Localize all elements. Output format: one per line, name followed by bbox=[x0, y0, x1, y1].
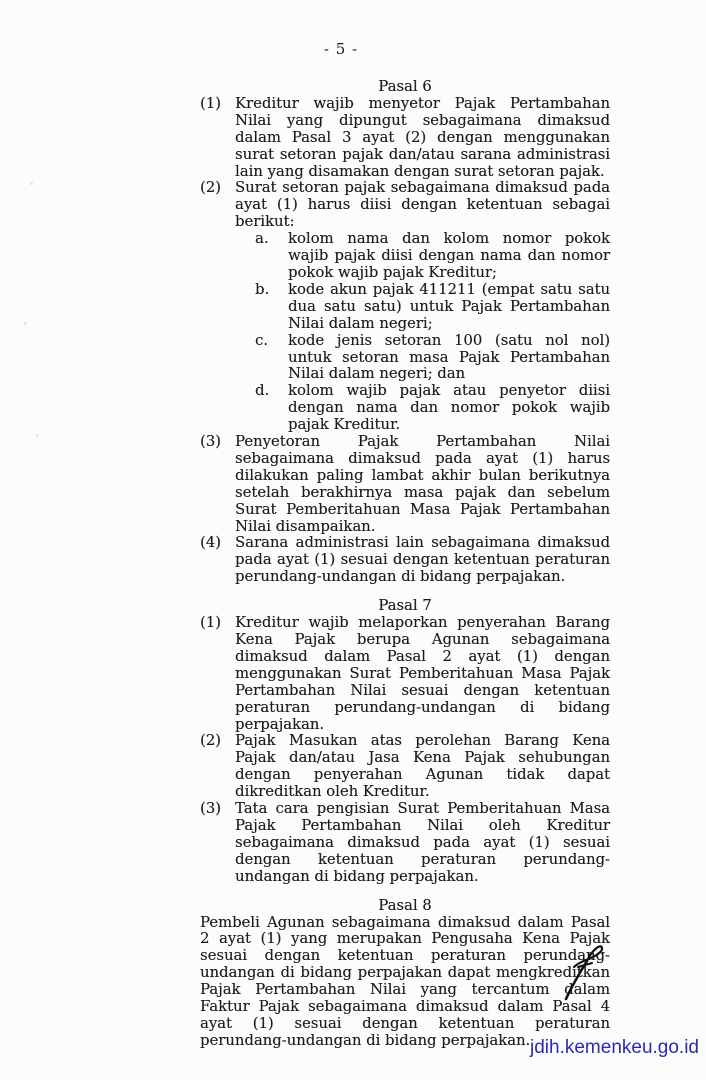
subitem-text: kode jenis setoran 100 (satu nol nol) untuk setoran masa Pajak Pertambahan Nilai dalam negeri; dan bbox=[288, 331, 610, 383]
item-marker: (1) bbox=[200, 614, 221, 632]
item-text: Pajak Masukan atas perolehan Barang Kena Pajak dan/atau Jasa Kena Pajak sehubungan dengan penyerahan Agunan tidak dapat dikreditkan oleh Kreditur. bbox=[235, 732, 610, 801]
sub-list-item bbox=[235, 333, 610, 384]
list-item bbox=[200, 535, 610, 586]
item-text: Sarana administrasi lain sebagaimana dimaksud pada ayat (1) sesuai dengan ketentuan peraturan perundang-undangan di bidang perpajakan. bbox=[235, 534, 610, 586]
subitem-text: kolom wajib pajak atau penyetor diisi dengan nama dan nomor pokok wajib pajak Kreditur. bbox=[288, 382, 610, 434]
scan-artifact bbox=[36, 434, 39, 437]
sub-list-item bbox=[235, 231, 610, 282]
subitem-marker: b. bbox=[255, 280, 270, 298]
item-marker: (1) bbox=[200, 94, 221, 112]
section-paragraph: Pembeli Agunan sebagaimana dimaksud dalam Pasal 2 ayat (1) yang merupakan Pengusaha Kena Pajak sesuai dengan ketentuan peraturan perundang-undangan di bidang perpajakan dapat mengkreditkan Pajak Pertambahan Nilai yang tercantum dalam Faktur Pajak sebagaimana dimaksud dalam Pasal 4 ayat (1) sesuai dengan ketentuan peraturan perundang-undangan di bidang perpajakan. bbox=[200, 913, 610, 1049]
section-heading: Pasal 8 bbox=[378, 896, 432, 914]
section-pasal-6 bbox=[200, 79, 610, 586]
subitem-text: kode akun pajak 411211 (empat satu satu dua satu satu) untuk Pajak Pertambahan Nilai dalam negeri; bbox=[288, 280, 610, 332]
list-item bbox=[200, 801, 610, 886]
list-item bbox=[200, 96, 610, 181]
item-marker: (4) bbox=[200, 534, 221, 552]
section-heading: Pasal 7 bbox=[378, 597, 432, 615]
item-marker: (2) bbox=[200, 179, 221, 197]
scan-artifact bbox=[30, 182, 33, 185]
handwritten-paraph-icon bbox=[556, 936, 612, 1004]
item-text: Surat setoran pajak sebagaimana dimaksud pada ayat (1) harus diisi dengan ketentuan sebagai berikut: bbox=[235, 179, 610, 231]
sub-list-item bbox=[235, 383, 610, 434]
item-marker: (2) bbox=[200, 732, 221, 750]
list-item bbox=[200, 615, 610, 733]
item-text: Kreditur wajib melaporkan penyerahan Barang Kena Pajak berupa Agunan sebagaimana dimaksud dalam Pasal 2 ayat (1) dengan menggunakan Surat Pemberitahuan Masa Pajak Pertambahan Nilai sesuai dengan ketentuan peraturan perundang-undangan di bidang perpajakan. bbox=[235, 614, 610, 733]
jdih-kemenkeu-watermark: jdih.kemenkeu.go.id bbox=[530, 1037, 699, 1058]
section-heading: Pasal 6 bbox=[378, 78, 432, 95]
section-pasal-7 bbox=[200, 598, 610, 885]
item-marker: (3) bbox=[200, 800, 221, 818]
page-number: - 5 - bbox=[323, 40, 359, 58]
item-text: Tata cara pengisian Surat Pemberitahuan Masa Pajak Pertambahan Nilai oleh Kreditur sebagaimana dimaksud pada ayat (1) sesuai dengan ketentuan peraturan perundang-undangan di bidang perpajakan. bbox=[235, 800, 610, 885]
subitem-text: kolom nama dan kolom nomor pokok wajib pajak diisi dengan nama dan nomor pokok wajib pajak Kreditur; bbox=[288, 230, 610, 281]
document-content bbox=[200, 79, 610, 1050]
item-text: Kreditur wajib menyetor Pajak Pertambahan Nilai yang dipungut sebagaimana dimaksud dalam Pasal 3 ayat (2) dengan menggunakan surat setoran pajak dan/atau sarana administrasi lain yang disamakan dengan surat setoran pajak. bbox=[235, 94, 610, 180]
section-pasal-8 bbox=[200, 898, 610, 1050]
sub-list-item bbox=[235, 282, 610, 333]
item-marker: (3) bbox=[200, 433, 221, 451]
scan-artifact bbox=[24, 322, 27, 325]
subitem-marker: d. bbox=[255, 382, 270, 400]
subitem-marker: c. bbox=[255, 331, 268, 349]
subitem-marker: a. bbox=[255, 230, 269, 248]
list-item bbox=[200, 434, 610, 535]
list-item bbox=[200, 180, 610, 434]
item-text: Penyetoran Pajak Pertambahan Nilai sebagaimana dimaksud pada ayat (1) harus dilakukan paling lambat akhir bulan berikutnya setelah berakhirnya masa pajak dan sebelum Surat Pemberitahuan Masa Pajak Pertambahan Nilai disampaikan. bbox=[235, 433, 610, 535]
list-item bbox=[200, 733, 610, 801]
